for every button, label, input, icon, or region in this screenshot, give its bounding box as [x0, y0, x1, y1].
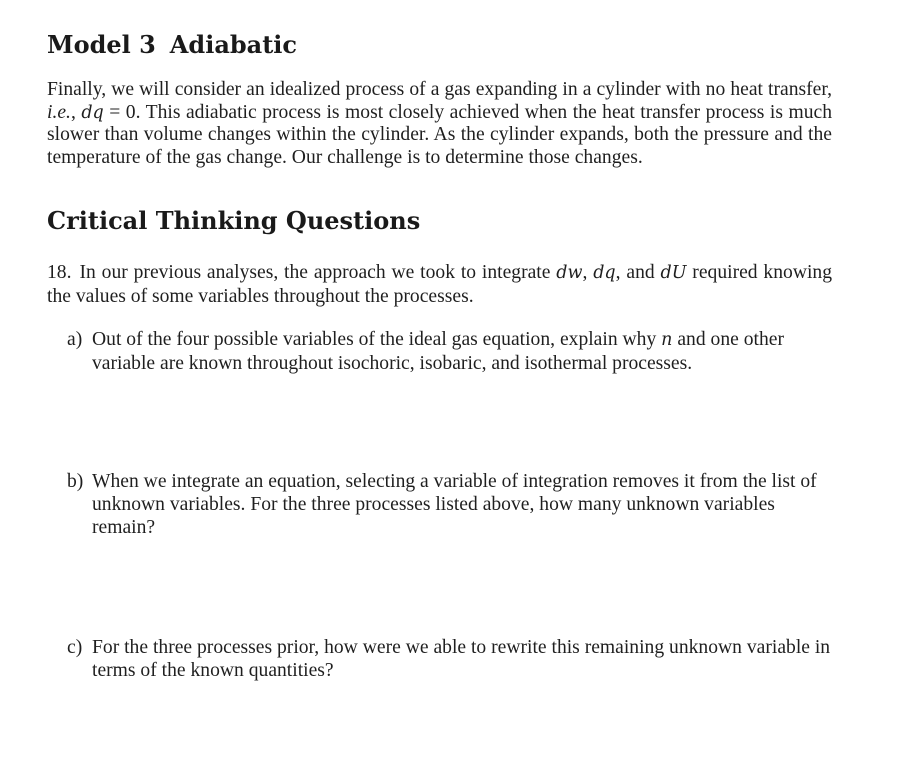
subquestion-a	[67, 328, 832, 375]
subquestion-a-n-math: n	[661, 330, 673, 350]
subquestion-c-label: c)	[67, 637, 83, 658]
subquestion-a-text	[92, 328, 832, 375]
subquestion-c-text: For the three processes prior, how were we able to rewrite this remaining unknown variable in terms of the known quantities?	[92, 637, 831, 681]
intro-text-3: = 0. This adiabatic process is most closely achieved when the heat transfer process is much slower than volume changes within the cylinder. As the cylinder expands, both the pressure and the temperature of the gas change. Our challenge is to determine those changes.	[47, 101, 833, 168]
question-sep-2: , and	[615, 262, 661, 283]
question-sep-1: ,	[582, 262, 594, 283]
subquestion-b-text: When we integrate an equation, selecting a variable of integration removes it from the list of unknown variables. For the three processes listed above, how many unknown variables remain?	[92, 471, 817, 538]
subquestion-a-text-1: Out of the four possible variables of the ideal gas equation, explain why	[92, 329, 662, 350]
question-number: 18.	[47, 262, 72, 283]
model-label: Model 3	[47, 30, 156, 59]
subquestion-a-text-2: and one other variable are known throughout isochoric, isobaric, and isothermal processes.	[92, 329, 784, 374]
subquestion-b	[67, 470, 832, 539]
subquestion-a-label: a)	[67, 329, 83, 350]
subquestion-b-label: b)	[67, 471, 84, 492]
intro-text-1: Finally, we will consider an idealized process of a gas expanding in a cylinder with no heat transfer,	[47, 79, 832, 100]
model-title: Adiabatic	[169, 30, 298, 59]
intro-ie: i.e.	[47, 101, 71, 123]
critical-thinking-heading: Critical Thinking Questions	[47, 206, 421, 235]
question-du-math: dU	[660, 263, 687, 283]
question-text-1: In our previous analyses, the approach we took to integrate	[79, 262, 557, 283]
intro-paragraph	[47, 79, 832, 169]
model-heading	[47, 30, 297, 60]
question-dw-math: dw	[556, 263, 583, 283]
question-text-2: required knowing the values of some variables throughout the processes.	[47, 262, 833, 307]
question-18	[47, 261, 832, 308]
intro-dq-math: dq	[81, 102, 104, 123]
subquestion-c	[67, 636, 832, 682]
question-dq-math: dq	[593, 263, 616, 283]
intro-text-2: ,	[70, 101, 82, 123]
